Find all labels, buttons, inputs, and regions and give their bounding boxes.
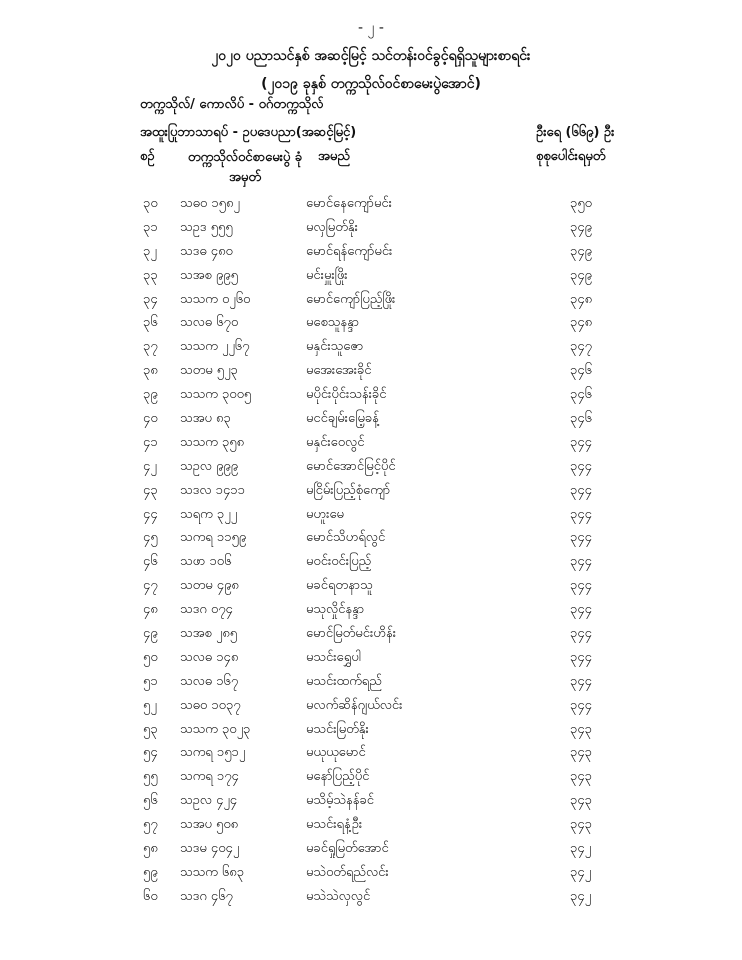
total-marks: ၃၄၆	[570, 411, 592, 427]
table-row	[0, 673, 742, 697]
roll-number: သဒလ ၁၄၁၁	[180, 482, 245, 498]
student-name: မစေသူနန္ဒာ	[306, 315, 360, 331]
row-number: ၃၂	[143, 243, 157, 259]
row-number: ၄၄	[143, 506, 158, 522]
student-name: မောင်ရန်ကျော်မင်း	[306, 243, 393, 259]
total-marks: ၃၄၄	[570, 434, 592, 450]
row-number: ၄၃	[143, 482, 158, 498]
total-marks: ၃၄၄	[570, 506, 592, 522]
row-number: ၃၀	[143, 196, 158, 211]
row-number: ၆၀	[143, 888, 158, 904]
student-name: မသဲသဲလှလွင်	[306, 888, 371, 904]
row-number: ၄၂	[143, 458, 157, 474]
roll-number: သဥဒ ၅၅၅	[180, 219, 233, 235]
total-marks: ၃၅၀	[570, 196, 592, 211]
table-row	[0, 195, 742, 219]
roll-number: သကရ ၁၅၁၂	[180, 745, 246, 761]
table-row	[0, 864, 742, 888]
total-marks: ၃၄၃	[570, 745, 592, 761]
total-marks: ၃၄၄	[570, 482, 592, 498]
roll-number: သသက ၃၀၀၅	[180, 387, 252, 403]
roll-number: သအပ ၅၀၈	[180, 817, 239, 833]
student-name: မသဲဝတ်ရည်လင်း	[306, 864, 389, 880]
total-marks: ၃၄၃	[570, 721, 592, 737]
row-number: ၅၄	[143, 745, 158, 761]
row-number: ၄၀	[143, 411, 158, 427]
student-name: မနှင်းဝေလွင်	[306, 434, 365, 450]
roll-number: သဥလ ၄၂၄	[180, 793, 238, 809]
roll-number: သသက ၂၂၆၇	[180, 339, 250, 355]
table-row	[0, 840, 742, 864]
header-no: စဉ်	[140, 149, 155, 164]
table-row	[0, 506, 742, 530]
row-number: ၃၆	[143, 315, 158, 331]
total-marks: ၃၄၉	[570, 267, 592, 283]
student-name: မလက်ဆိန်ဂျယ်လင်း	[306, 697, 403, 713]
student-name: မယုယုမောင်	[306, 745, 366, 761]
total-marks: ၃၄၂	[570, 888, 592, 904]
table-row	[0, 625, 742, 649]
student-name: မနှင်းသူဇော	[306, 339, 364, 355]
student-name: မငြိမ်းပြည့်စုံကျော်	[306, 482, 391, 498]
total-marks: ၃၄၄	[570, 697, 592, 713]
student-name: မပိုင်းပိုင်းသန်းခိုင်	[306, 387, 387, 403]
total-marks: ၃၄၄	[570, 673, 592, 689]
page-number: - ၂ -	[358, 20, 384, 36]
student-name: မသင်းရွှေပါ	[306, 649, 361, 665]
university-line: တက္ကသိုလ်/ ကောလိပ် - ဝဂ်တက္ကသိုလ်	[140, 97, 324, 112]
roll-number: သသက ၃၀၂၃	[180, 721, 251, 737]
total-marks: ၃၄၄	[570, 554, 592, 570]
table-row	[0, 744, 742, 768]
total-marks: ၃၄၄	[570, 626, 592, 642]
table-row	[0, 482, 742, 506]
table-row	[0, 721, 742, 745]
table-row	[0, 601, 742, 625]
row-number: ၅၃	[143, 721, 158, 737]
student-name: မငင်ချမ်းမြေ့ခန့်	[306, 411, 379, 427]
roll-number: သသက ၆၈၃	[180, 864, 245, 880]
row-number: ၄၉	[143, 626, 158, 642]
roll-number: သဒဂ ၄၆၇	[180, 888, 233, 904]
table-row	[0, 816, 742, 840]
roll-number: သဒမ ၄၀၄၂	[180, 841, 240, 857]
student-name: မောင်ကျော်ပြည့်ဖြိုး	[306, 291, 396, 307]
roll-number: သဒဓ ၄၈၀	[180, 243, 233, 259]
row-number: ၅၉	[143, 864, 158, 880]
table-row	[0, 267, 742, 291]
roll-number: သလဓ ၁၆၇	[180, 673, 239, 689]
total-marks: ၃၄၄	[570, 602, 592, 618]
total-marks: ၃၄၃	[570, 769, 592, 785]
student-name: မောင်မြတ်မင်းဟိန်း	[306, 626, 396, 642]
student-name: မောင်နေကျော်မင်း	[306, 196, 392, 211]
count-label: ဦးရေ (၆၆၉) ဦး	[536, 125, 615, 140]
roll-number: သသက ၃၅၈	[180, 434, 245, 450]
row-number: ၅၀	[143, 649, 158, 665]
total-marks: ၃၄၄	[570, 649, 592, 665]
roll-number: သဓဝ ၁၅၈၂	[180, 196, 240, 211]
student-name: မသင်းမြတ်နိုး	[306, 721, 369, 737]
table-row	[0, 219, 742, 243]
roll-number: သကရ ၁၇၄	[180, 769, 239, 785]
header-marks: စုစုပေါင်းရမှတ်	[536, 149, 606, 164]
row-number: ၄၇	[143, 578, 158, 594]
roll-number: သဖာ ၁၀၆	[180, 554, 232, 570]
row-number: ၃၁	[143, 219, 158, 235]
document-subtitle: (၂၀၁၉ ခုနှစ် တက္ကသိုလ်ဝင်စာမေးပွဲအောင်)	[261, 76, 481, 92]
roll-number: သအစ ၉၉၅	[180, 267, 238, 283]
student-name: မသင်းရနံ့ဦး	[306, 817, 363, 833]
row-number: ၅၆	[143, 793, 158, 809]
row-number: ၃၈	[143, 363, 158, 379]
row-number: ၄၁	[143, 434, 158, 450]
roll-number: သဒဂ ၀၇၄	[180, 602, 233, 618]
total-marks: ၃၄၄	[570, 530, 592, 546]
table-row	[0, 553, 742, 577]
table-row	[0, 768, 742, 792]
table-row	[0, 243, 742, 267]
header-roll: တက္ကသိုလ်ဝင်စာမေးပွဲ ခုံအမှတ်	[187, 150, 303, 185]
student-name: မဟူးမေ	[306, 506, 344, 522]
student-name: မခင်ရတနာသူ	[306, 578, 373, 594]
table-row	[0, 649, 742, 673]
total-marks: ၃၄၂	[570, 864, 592, 880]
table-row	[0, 529, 742, 553]
student-name: မသိမ့်သဲနန်ခင်	[306, 793, 374, 809]
major-line: အထူးပြုဘာသာရပ် - ဥပဒေပညာ(အဆင့်မြင့်)	[140, 125, 357, 140]
total-marks: ၃၄၃	[570, 793, 592, 809]
student-name: မနော်ပြည့်ပိုင်	[306, 769, 370, 785]
total-marks: ၃၄၄	[570, 458, 592, 474]
table-row	[0, 577, 742, 601]
table-row	[0, 386, 742, 410]
document-title: ၂၀၂၀ ပညာသင်နှစ် အဆင့်မြင့် သင်တန်းဝင်ခွင့်ရရှိသူများစာရင်း	[211, 48, 531, 64]
roll-number: သအပ ၈၃	[180, 411, 231, 427]
student-name: မင်းမှူးဖြိုး	[306, 267, 348, 283]
row-number: ၅၅	[143, 769, 158, 785]
roll-number: သအစ ၂၈၅	[180, 626, 238, 642]
table-row	[0, 792, 742, 816]
row-number: ၃၉	[143, 387, 158, 403]
student-name: မောင်သိဟရ်လွင်	[306, 530, 386, 546]
row-number: ၃၄	[143, 291, 158, 307]
total-marks: ၃၄၉	[570, 219, 592, 235]
total-marks: ၃၄၈	[570, 291, 593, 307]
row-number: ၃၇	[143, 339, 158, 355]
roll-number: သဥလ ၉၉၉	[180, 458, 239, 474]
total-marks: ၃၄၆	[570, 363, 592, 379]
total-marks: ၃၄၄	[570, 578, 592, 594]
header-name: အမည်	[318, 149, 350, 164]
total-marks: ၃၄၆	[570, 387, 592, 403]
row-number: ၅၇	[143, 817, 158, 833]
student-name: မခင်ရှုမြတ်အောင်	[306, 841, 389, 857]
results-table	[0, 195, 742, 912]
table-row	[0, 697, 742, 721]
total-marks: ၃၄၇	[570, 339, 592, 355]
row-number: ၃၃	[143, 267, 158, 283]
roll-number: သတမ ၄၉၈	[180, 578, 239, 594]
student-name: မောင်အောင်မြင့်ပိုင်	[306, 458, 396, 474]
table-row	[0, 338, 742, 362]
row-number: ၄၅	[143, 530, 158, 546]
table-row	[0, 888, 742, 912]
table-row	[0, 362, 742, 386]
row-number: ၅၈	[143, 841, 158, 857]
roll-number: သရက ၃၂၂	[180, 506, 237, 522]
row-number: ၄၆	[143, 554, 158, 570]
table-row	[0, 410, 742, 434]
student-name: မသုလှိုင်နန္ဒာ	[306, 602, 365, 618]
table-row	[0, 458, 742, 482]
table-row	[0, 291, 742, 315]
row-number: ၅၁	[143, 673, 158, 689]
total-marks: ၃၄၈	[570, 315, 593, 331]
roll-number: သတမ ၅၂၃	[180, 363, 238, 379]
roll-number: သကရ ၁၁၅၉	[180, 530, 247, 546]
roll-number: သလဓ ၆၇၀	[180, 315, 239, 331]
table-row	[0, 314, 742, 338]
row-number: ၄၈	[143, 602, 158, 618]
student-name: မအေးအေးခိုင်	[306, 363, 372, 379]
roll-number: သဓဝ ၁၀၃၇	[180, 697, 241, 713]
total-marks: ၃၄၃	[570, 817, 592, 833]
student-name: မလှမြတ်နိုး	[306, 219, 358, 235]
student-name: မဝင်းဝင်းပြည့်	[306, 554, 372, 570]
row-number: ၅၂	[143, 697, 157, 713]
table-row	[0, 434, 742, 458]
total-marks: ၃၄၉	[570, 243, 592, 259]
roll-number: သသက ၀၂၆၀	[180, 291, 251, 307]
roll-number: သလဓ ၁၄၈	[180, 649, 239, 665]
student-name: မသင်းထက်ရည်	[306, 673, 382, 689]
total-marks: ၃၄၂	[570, 841, 592, 857]
